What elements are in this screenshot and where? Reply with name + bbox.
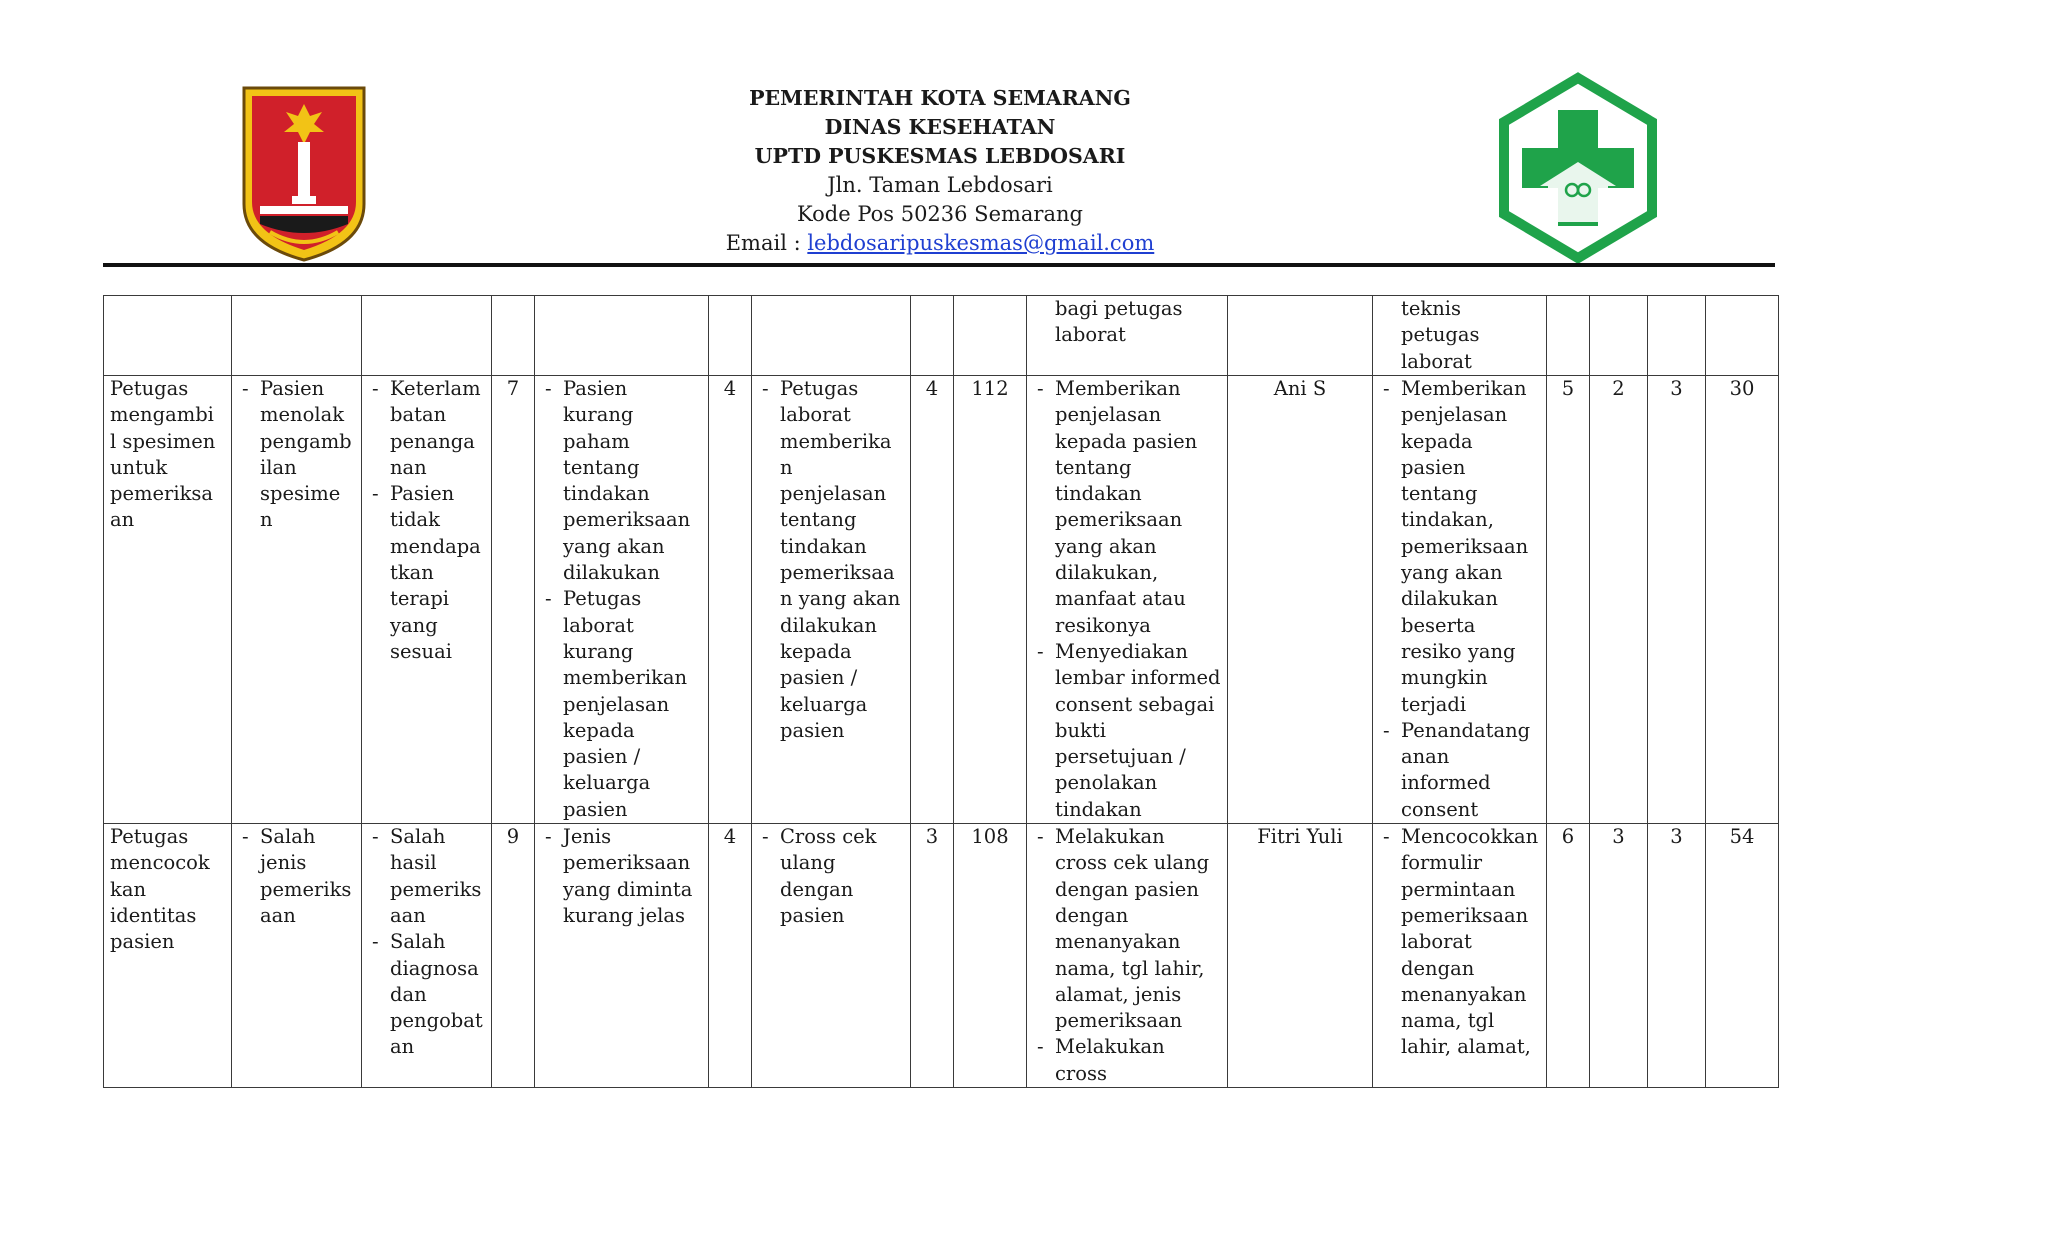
action-cell <box>1373 376 1547 824</box>
rpn-after-cell: 54 <box>1706 824 1779 1088</box>
activity-cell: Petugas mengambi l spesimen untuk pemeriksa an <box>104 376 232 824</box>
header-divider <box>103 263 1775 267</box>
effect-cell <box>362 376 492 824</box>
list-item: - Melakukan cross cek ulang dengan pasien dengan menanyakan nama, tgl lahir, alamat, jenis pemeriksaan <box>1033 824 1221 1034</box>
severity-cell: 9 <box>492 824 535 1088</box>
list-item: - Petugas laborat kurang memberikan penjelasan kepada pasien / keluarga pasien <box>541 586 702 823</box>
list-item: - Petugas laborat memberika n penjelasan tentang tindakan pemeriksaa n yang akan dilakukan kepada pasien / keluarga pasien <box>758 376 904 744</box>
fmea-risk-table <box>103 295 1779 1088</box>
occurrence-after-cell: 3 <box>1590 824 1648 1088</box>
list-item: - Menyediakan lembar informed consent sebagai bukti persetujuan / penolakan tindakan <box>1033 639 1221 823</box>
government-title: PEMERINTAH KOTA SEMARANG <box>749 86 1131 110</box>
table-cell <box>1590 296 1648 376</box>
severity-after-cell: 6 <box>1547 824 1590 1088</box>
pic-cell: Ani S <box>1228 376 1373 824</box>
action-cell <box>1373 824 1547 1088</box>
list-item: - Keterlam batan penanga nan <box>368 376 485 481</box>
detection-cell: 4 <box>911 376 954 824</box>
department-title: DINAS KESEHATAN <box>824 115 1056 139</box>
action-cell <box>1373 296 1547 376</box>
cause-cell <box>535 824 709 1088</box>
table-cell <box>104 296 232 376</box>
rpn-cell: 112 <box>954 376 1027 824</box>
table-cell <box>535 296 709 376</box>
table-cell <box>362 296 492 376</box>
rpn-cell: 108 <box>954 824 1027 1088</box>
list-item: - Salah hasil pemeriks aan <box>368 824 485 929</box>
recommendation-cell <box>1027 296 1228 376</box>
table-cell <box>1706 296 1779 376</box>
list-item: - Pasien kurang paham tentang tindakan pemeriksaan yang akan dilakukan <box>541 376 702 586</box>
control-cell <box>752 824 911 1088</box>
severity-after-cell: 5 <box>1547 376 1590 824</box>
email-line <box>640 229 1240 258</box>
list-item: - Melakukan cross <box>1033 1034 1221 1087</box>
list-item: - Pasien tidak mendapa tkan terapi yang sesuai <box>368 481 485 665</box>
puskesmas-green-cross-icon <box>1496 72 1660 264</box>
failure-mode-cell <box>232 824 362 1088</box>
detection-cell: 3 <box>911 824 954 1088</box>
recommendation-cell <box>1027 376 1228 824</box>
recommendation-cell <box>1027 824 1228 1088</box>
table-cell <box>492 296 535 376</box>
activity-cell: Petugas mencocok kan identitas pasien <box>104 824 232 1088</box>
table-cell <box>1648 296 1706 376</box>
list-item: - Salah jenis pemeriks aan <box>238 824 355 929</box>
effect-cell <box>362 824 492 1088</box>
list-item: - Memberikan penjelasan kepada pasien tentang tindakan, pemeriksaan yang akan dilakukan beserta resiko yang mungkin terjadi <box>1379 376 1540 718</box>
detection-after-cell: 3 <box>1648 824 1706 1088</box>
failure-mode-cell <box>232 376 362 824</box>
list-item: - Mencocokkan formulir permintaan pemeriksaan laborat dengan menanyakan nama, tgl lahir, alamat, <box>1379 824 1540 1061</box>
list-item: - Cross cek ulang dengan pasien <box>758 824 904 929</box>
detection-after-cell: 3 <box>1648 376 1706 824</box>
list-item: - Salah diagnosa dan pengobat an <box>368 929 485 1060</box>
list-item: - Penandatang anan informed consent <box>1379 718 1540 823</box>
table-row <box>104 376 1779 824</box>
rpn-after-cell: 30 <box>1706 376 1779 824</box>
table-row <box>104 824 1779 1088</box>
occurrence-cell: 4 <box>709 376 752 824</box>
occurrence-cell: 4 <box>709 824 752 1088</box>
table-cell <box>954 296 1027 376</box>
occurrence-after-cell: 2 <box>1590 376 1648 824</box>
letterhead <box>640 84 1240 258</box>
table-cell <box>911 296 954 376</box>
list-item: - Pasien menolak pengamb ilan spesime n <box>238 376 355 534</box>
table-row-continued <box>104 296 1779 376</box>
cause-cell <box>535 376 709 824</box>
recommendation-tail: bagi petugas laborat <box>1055 297 1183 347</box>
list-item: - Memberikan penjelasan kepada pasien tentang tindakan pemeriksaan yang akan dilakukan, manfaat atau resikonya <box>1033 376 1221 639</box>
semarang-city-crest-icon <box>240 84 368 262</box>
action-tail: teknis petugas laborat <box>1401 297 1480 373</box>
institution-title: UPTD PUSKESMAS LEBDOSARI <box>754 144 1126 168</box>
control-cell <box>752 376 911 824</box>
table-cell <box>1228 296 1373 376</box>
list-item: - Jenis pemeriksaan yang diminta kurang jelas <box>541 824 702 929</box>
pic-cell: Fitri Yuli <box>1228 824 1373 1088</box>
table-cell <box>709 296 752 376</box>
email-label: Email : <box>725 231 808 255</box>
severity-cell: 7 <box>492 376 535 824</box>
postal-line: Kode Pos 50236 Semarang <box>797 202 1083 226</box>
table-cell <box>1547 296 1590 376</box>
table-cell <box>232 296 362 376</box>
address-line: Jln. Taman Lebdosari <box>827 173 1053 197</box>
email-link[interactable]: lebdosaripuskesmas@gmail.com <box>807 231 1155 255</box>
table-cell <box>752 296 911 376</box>
